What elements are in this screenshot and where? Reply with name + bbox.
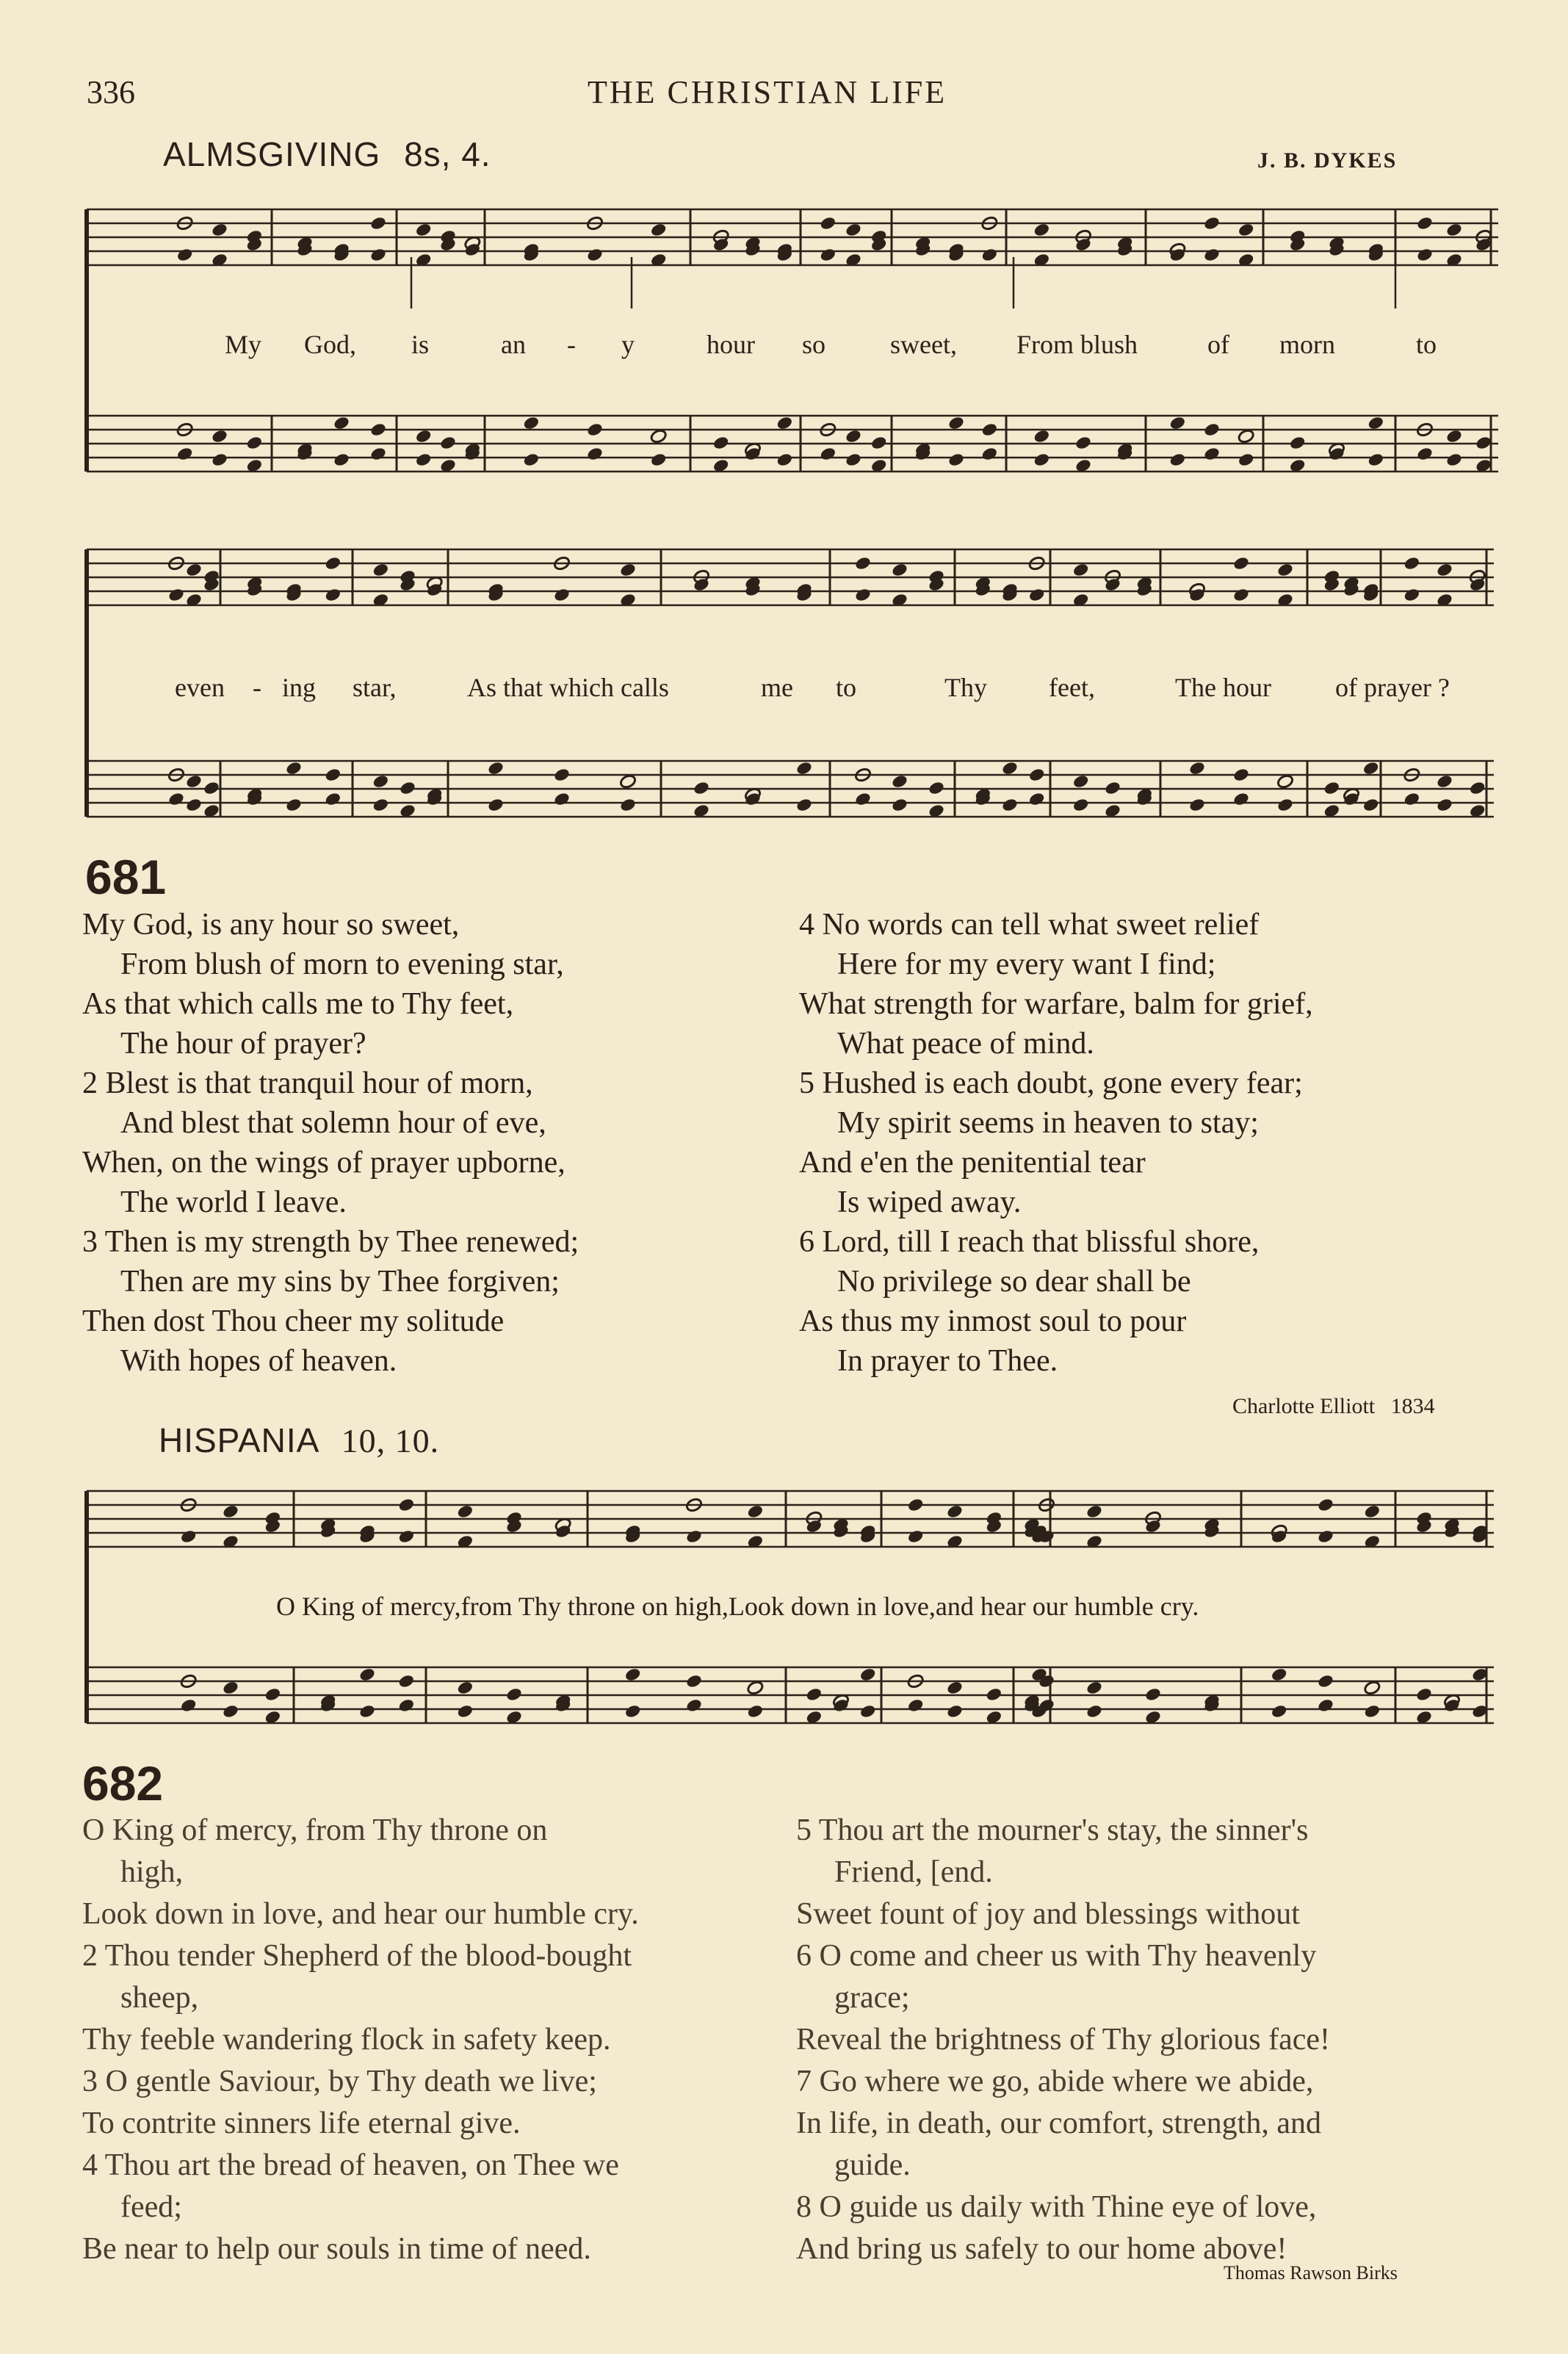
note-head bbox=[1276, 562, 1294, 577]
note-head bbox=[415, 452, 433, 467]
section-title: THE CHRISTIAN LIFE bbox=[588, 74, 947, 110]
note-head bbox=[712, 435, 730, 450]
note-head bbox=[624, 1667, 642, 1682]
note-head bbox=[650, 428, 668, 444]
note-head bbox=[1475, 435, 1492, 450]
verse-line: feed; bbox=[120, 2190, 182, 2224]
note-head bbox=[167, 791, 185, 806]
note-head bbox=[1028, 767, 1046, 782]
note-head bbox=[167, 587, 185, 602]
hymn-681-attribution bbox=[1232, 1394, 1435, 1419]
tune2-name-text: HISPANIA bbox=[159, 1421, 318, 1459]
note-head bbox=[372, 562, 389, 577]
lyric-syllable: of bbox=[1207, 330, 1229, 359]
note-head bbox=[1436, 562, 1453, 577]
note-head bbox=[1403, 791, 1420, 806]
note-head bbox=[1436, 797, 1453, 812]
note-head bbox=[439, 435, 457, 450]
note-head bbox=[285, 797, 303, 812]
note-head bbox=[245, 435, 263, 450]
note-head bbox=[1001, 760, 1019, 776]
lyric-syllable: an bbox=[501, 330, 526, 359]
note-head bbox=[397, 1497, 415, 1512]
lyric-syllable: star, bbox=[353, 673, 397, 702]
note-head bbox=[1188, 797, 1206, 812]
lyric-syllable: to bbox=[1416, 330, 1437, 359]
hymn-682-number: 682 bbox=[82, 1756, 164, 1810]
note-head bbox=[907, 1528, 925, 1544]
verse-line: When, on the wings of prayer upborne, bbox=[82, 1146, 566, 1180]
note-head bbox=[845, 452, 862, 467]
note-head bbox=[1203, 247, 1221, 262]
note-head bbox=[333, 415, 350, 430]
lyric-syllable: From blush bbox=[1016, 330, 1138, 359]
note-head bbox=[1367, 452, 1384, 467]
note-head bbox=[619, 797, 637, 812]
hymn-681-number: 681 bbox=[85, 850, 167, 904]
verse-line: 7 Go where we go, abide where we abide, bbox=[796, 2065, 1314, 2098]
note-head bbox=[1232, 587, 1250, 602]
note-head bbox=[805, 1686, 823, 1702]
note-head bbox=[1416, 215, 1434, 231]
hymn-682-right-column bbox=[796, 1810, 1330, 2270]
note-head bbox=[324, 767, 342, 782]
note-head bbox=[180, 1697, 198, 1713]
note-head bbox=[907, 1697, 925, 1713]
hymn-681-year: 1834 bbox=[1390, 1394, 1435, 1418]
lyric-syllable: so bbox=[802, 330, 826, 359]
note-head bbox=[522, 415, 540, 430]
verse-line: 5 Hushed is each doubt, gone every fear; bbox=[799, 1066, 1303, 1100]
hymn-682-left-column bbox=[82, 1810, 639, 2270]
verse-line: In prayer to Thee. bbox=[837, 1344, 1058, 1378]
note-head bbox=[980, 247, 998, 262]
lyric-syllable: hour bbox=[707, 330, 755, 359]
lyric-syllable: me bbox=[761, 673, 793, 702]
note-head bbox=[1238, 222, 1255, 237]
verse-line: sheep, bbox=[120, 1981, 199, 2015]
note-head bbox=[1317, 1697, 1334, 1713]
verse-line: 3 O gentle Saviour, by Thy death we live; bbox=[82, 2065, 597, 2098]
lyric-syllable: to bbox=[836, 673, 857, 702]
note-head bbox=[415, 222, 433, 237]
verse-line: What peace of mind. bbox=[837, 1027, 1094, 1061]
note-head bbox=[1028, 791, 1046, 806]
note-head bbox=[399, 780, 416, 795]
note-head bbox=[522, 452, 540, 467]
page-number: 336 bbox=[87, 74, 135, 110]
note-head bbox=[1072, 797, 1090, 812]
note-head bbox=[946, 1703, 964, 1719]
note-head bbox=[1415, 1686, 1433, 1702]
note-head bbox=[1238, 428, 1255, 444]
note-head bbox=[650, 222, 668, 237]
verse-line: With hopes of heaven. bbox=[120, 1344, 397, 1378]
note-head bbox=[553, 767, 571, 782]
note-head bbox=[1445, 452, 1463, 467]
note-head bbox=[1276, 797, 1294, 812]
verse-line: The world I leave. bbox=[120, 1185, 347, 1219]
note-head bbox=[185, 773, 203, 789]
note-head bbox=[222, 1680, 239, 1695]
lyric-syllable: - bbox=[567, 330, 576, 359]
note-head bbox=[1085, 1503, 1103, 1519]
verse-line: 4 No words can tell what sweet relief bbox=[799, 908, 1260, 942]
verse-line: Thy feeble wandering flock in safety keep. bbox=[82, 2023, 611, 2057]
note-head bbox=[369, 215, 387, 231]
note-head bbox=[619, 773, 637, 789]
note-head bbox=[358, 1703, 376, 1719]
note-head bbox=[1203, 446, 1221, 461]
verse-line: 6 Lord, till I reach that blissful shore, bbox=[799, 1225, 1260, 1259]
note-head bbox=[1203, 422, 1221, 437]
note-head bbox=[397, 1697, 415, 1713]
note-head bbox=[222, 1503, 239, 1519]
note-head bbox=[776, 452, 793, 467]
lyric-syllable: - bbox=[253, 673, 261, 702]
note-head bbox=[324, 587, 342, 602]
note-head bbox=[1144, 1686, 1162, 1702]
lyric-syllable: As that which calls bbox=[467, 673, 669, 702]
note-head bbox=[586, 247, 604, 262]
note-head bbox=[1416, 446, 1434, 461]
note-head bbox=[746, 1680, 764, 1695]
note-head bbox=[369, 422, 387, 437]
verse-line: 2 Thou tender Shepherd of the blood-bought bbox=[82, 1939, 632, 1973]
lyric-syllable: y bbox=[621, 330, 635, 359]
note-head bbox=[819, 446, 837, 461]
verse-line: Then dost Thou cheer my solitude bbox=[82, 1304, 505, 1338]
note-head bbox=[1271, 1667, 1288, 1682]
lyric-syllable: of prayer ? bbox=[1335, 673, 1450, 702]
note-head bbox=[553, 791, 571, 806]
note-head bbox=[1271, 1703, 1288, 1719]
verse-line: To contrite sinners life eternal give. bbox=[82, 2106, 521, 2140]
tune2-lyrics: O King of mercy,from Thy throne on high,Look down in love,and hear our humble cry. bbox=[276, 1592, 1199, 1621]
note-head bbox=[1072, 773, 1090, 789]
lyric-syllable: ing bbox=[282, 673, 317, 702]
note-head bbox=[1362, 797, 1380, 812]
note-head bbox=[795, 760, 813, 776]
note-head bbox=[624, 1703, 642, 1719]
note-head bbox=[1289, 435, 1307, 450]
note-head bbox=[891, 797, 908, 812]
note-head bbox=[1028, 587, 1046, 602]
verse-line: Friend, [end. bbox=[834, 1855, 993, 1889]
verse-line: 6 O come and cheer us with Thy heavenly bbox=[796, 1939, 1317, 1973]
note-head bbox=[1232, 767, 1250, 782]
note-head bbox=[1469, 780, 1486, 795]
note-head bbox=[891, 562, 908, 577]
verse-line: And blest that solemn hour of eve, bbox=[120, 1106, 546, 1140]
note-head bbox=[397, 1528, 415, 1544]
tune1-meter: 8s, 4. bbox=[404, 135, 491, 173]
hymn-682-author: Thomas Rawson Birks bbox=[1224, 2262, 1398, 2283]
note-head bbox=[907, 1497, 925, 1512]
note-head bbox=[685, 1528, 703, 1544]
verse-line: In life, in death, our comfort, strength, and bbox=[796, 2106, 1321, 2140]
note-head bbox=[1168, 415, 1186, 430]
note-head bbox=[845, 428, 862, 444]
note-head bbox=[947, 415, 965, 430]
verse-line: Then are my sins by Thee forgiven; bbox=[120, 1265, 560, 1299]
verse-line: 2 Blest is that tranquil hour of morn, bbox=[82, 1066, 533, 1100]
verse-line: My God, is any hour so sweet, bbox=[82, 908, 460, 942]
note-head bbox=[185, 797, 203, 812]
note-head bbox=[176, 247, 194, 262]
lyric-syllable: The hour bbox=[1175, 673, 1271, 702]
note-head bbox=[1363, 1680, 1381, 1695]
note-head bbox=[1363, 1703, 1381, 1719]
note-head bbox=[211, 452, 228, 467]
lyric-syllable: feet, bbox=[1049, 673, 1095, 702]
note-head bbox=[1238, 452, 1255, 467]
note-head bbox=[487, 760, 505, 776]
lyric-syllable: My bbox=[225, 330, 262, 359]
note-head bbox=[211, 222, 228, 237]
note-head bbox=[795, 797, 813, 812]
note-head bbox=[1317, 1673, 1334, 1689]
note-head bbox=[1232, 791, 1250, 806]
note-head bbox=[891, 773, 908, 789]
verse-line: From blush of morn to evening star, bbox=[120, 947, 564, 981]
note-head bbox=[854, 791, 872, 806]
note-head bbox=[1367, 415, 1384, 430]
note-head bbox=[870, 435, 888, 450]
note-head bbox=[358, 1667, 376, 1682]
note-head bbox=[185, 562, 203, 577]
verse-line: 4 Thou art the bread of heaven, on Thee we bbox=[82, 2148, 619, 2182]
note-head bbox=[456, 1680, 474, 1695]
note-head bbox=[1104, 780, 1121, 795]
verse-line: As that which calls me to Thy feet, bbox=[82, 987, 514, 1021]
note-head bbox=[203, 780, 220, 795]
note-head bbox=[1317, 1497, 1334, 1512]
note-head bbox=[1001, 797, 1019, 812]
verse-line: Reveal the brightness of Thy glorious face! bbox=[796, 2023, 1331, 2057]
note-head bbox=[285, 760, 303, 776]
note-head bbox=[180, 1528, 198, 1544]
note-head bbox=[746, 1503, 764, 1519]
note-head bbox=[1188, 760, 1206, 776]
verse-line: grace; bbox=[834, 1981, 910, 2015]
note-head bbox=[928, 780, 945, 795]
note-head bbox=[1363, 1503, 1381, 1519]
note-head bbox=[176, 446, 194, 461]
note-head bbox=[487, 797, 505, 812]
note-head bbox=[211, 428, 228, 444]
lyric-syllable: God, bbox=[304, 330, 356, 359]
note-head bbox=[372, 773, 389, 789]
note-head bbox=[369, 247, 387, 262]
verse-line: Sweet fount of joy and blessings without bbox=[796, 1897, 1300, 1931]
note-head bbox=[324, 791, 342, 806]
note-head bbox=[264, 1686, 281, 1702]
note-head bbox=[456, 1503, 474, 1519]
note-head bbox=[819, 247, 837, 262]
note-head bbox=[1085, 1680, 1103, 1695]
note-head bbox=[1276, 773, 1294, 789]
verse-line: 8 O guide us daily with Thine eye of love, bbox=[796, 2190, 1317, 2224]
note-head bbox=[985, 1686, 1002, 1702]
note-head bbox=[222, 1703, 239, 1719]
note-head bbox=[372, 797, 389, 812]
note-head bbox=[1436, 773, 1453, 789]
verse-line: And bring us safely to our home above! bbox=[796, 2232, 1287, 2266]
verse-line: O King of mercy, from Thy throne on bbox=[82, 1813, 548, 1847]
note-head bbox=[1168, 452, 1186, 467]
note-head bbox=[946, 1680, 964, 1695]
note-head bbox=[980, 446, 998, 461]
verse-line: 5 Thou art the mourner's stay, the sinner's bbox=[796, 1813, 1309, 1847]
verse-line: And e'en the penitential tear bbox=[799, 1146, 1146, 1180]
note-head bbox=[859, 1667, 877, 1682]
lyric-syllable: sweet, bbox=[890, 330, 957, 359]
verse-line: 3 Then is my strength by Thee renewed; bbox=[82, 1225, 579, 1259]
tune2-name bbox=[159, 1420, 439, 1460]
note-head bbox=[1033, 428, 1050, 444]
tune2-meter: 10, 10. bbox=[341, 1422, 440, 1459]
hymn-681-author: Charlotte Elliott bbox=[1232, 1394, 1376, 1418]
note-head bbox=[947, 452, 965, 467]
note-head bbox=[397, 1673, 415, 1689]
note-head bbox=[685, 1697, 703, 1713]
note-head bbox=[854, 587, 872, 602]
note-head bbox=[693, 780, 710, 795]
verse-line: The hour of prayer? bbox=[120, 1027, 366, 1061]
tune1-composer: J. B. DYKES bbox=[1257, 148, 1398, 173]
note-head bbox=[1232, 555, 1250, 571]
note-head bbox=[776, 415, 793, 430]
note-head bbox=[1203, 215, 1221, 231]
lyric-syllable: even bbox=[175, 673, 225, 702]
verse-line: What strength for warfare, balm for grief, bbox=[799, 987, 1313, 1021]
note-head bbox=[859, 1703, 877, 1719]
lyric-syllable: morn bbox=[1279, 330, 1335, 359]
note-head bbox=[650, 452, 668, 467]
note-head bbox=[980, 422, 998, 437]
verse-line: Look down in love, and hear our humble cry. bbox=[82, 1897, 639, 1931]
note-head bbox=[1403, 555, 1420, 571]
note-head bbox=[819, 215, 837, 231]
note-head bbox=[685, 1673, 703, 1689]
verse-line: Is wiped away. bbox=[837, 1185, 1022, 1219]
verse-line: high, bbox=[120, 1855, 184, 1889]
note-head bbox=[946, 1503, 964, 1519]
note-head bbox=[854, 555, 872, 571]
note-head bbox=[619, 562, 637, 577]
note-head bbox=[1074, 435, 1092, 450]
note-head bbox=[1323, 780, 1340, 795]
note-head bbox=[1317, 1528, 1334, 1544]
note-head bbox=[586, 446, 604, 461]
note-head bbox=[324, 555, 342, 571]
tune1-name-text: ALMSGIVING bbox=[163, 135, 381, 173]
note-head bbox=[1033, 452, 1050, 467]
verse-line: As thus my inmost soul to pour bbox=[799, 1304, 1187, 1338]
hymn-681-right-column bbox=[799, 905, 1313, 1381]
note-head bbox=[586, 422, 604, 437]
note-head bbox=[1416, 247, 1434, 262]
hymn-681-left-column bbox=[82, 905, 579, 1381]
verse-line: Here for my every want I find; bbox=[837, 947, 1216, 981]
note-head bbox=[845, 222, 862, 237]
note-head bbox=[1445, 222, 1463, 237]
verse-line: Be near to help our souls in time of need. bbox=[82, 2232, 591, 2266]
note-head bbox=[553, 587, 571, 602]
note-head bbox=[1362, 760, 1380, 776]
verse-line: My spirit seems in heaven to stay; bbox=[837, 1106, 1259, 1140]
note-head bbox=[456, 1703, 474, 1719]
verse-line: No privilege so dear shall be bbox=[837, 1265, 1191, 1299]
note-head bbox=[1403, 587, 1420, 602]
note-head bbox=[1072, 562, 1090, 577]
verse-line: guide. bbox=[834, 2148, 911, 2182]
note-head bbox=[746, 1703, 764, 1719]
lyric-syllable: is bbox=[411, 330, 430, 359]
lyric-syllable: Thy bbox=[944, 673, 987, 702]
note-head bbox=[505, 1686, 523, 1702]
note-head bbox=[1085, 1703, 1103, 1719]
note-head bbox=[1445, 428, 1463, 444]
note-head bbox=[369, 446, 387, 461]
note-head bbox=[1033, 222, 1050, 237]
note-head bbox=[333, 452, 350, 467]
note-head bbox=[415, 428, 433, 444]
